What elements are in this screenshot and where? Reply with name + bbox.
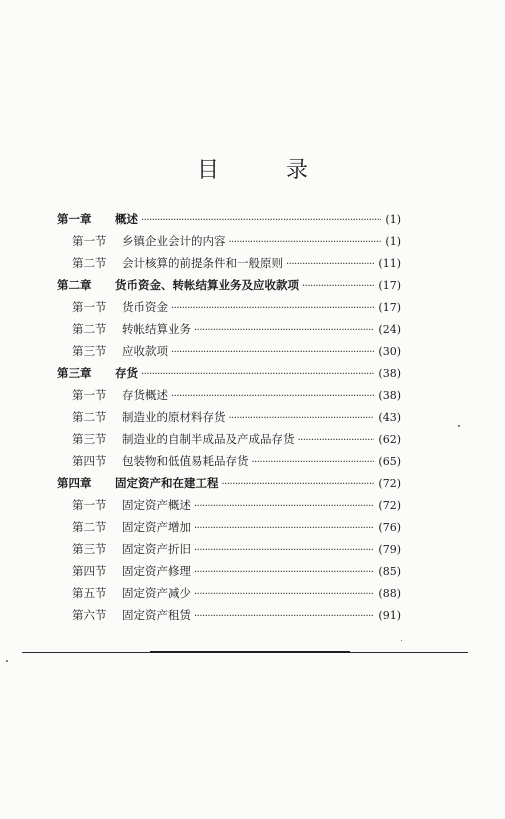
- toc-entry-label: 第二章: [57, 278, 92, 292]
- leader-dots: [141, 208, 381, 230]
- toc-entry-label: 第三节: [72, 432, 107, 446]
- toc-entry-title: 制造业的自制半成品及产成品存货: [122, 432, 295, 446]
- toc-entry-label: 第四节: [72, 454, 107, 468]
- toc-entry-title: 制造业的原材料存货: [122, 410, 226, 424]
- toc-entry-label: 第三章: [57, 366, 92, 380]
- scan-speck: [401, 640, 402, 641]
- toc-page-number: (11): [378, 257, 401, 270]
- leader-dots: [252, 450, 375, 472]
- toc-section-4-3[interactable]: [57, 538, 401, 560]
- toc-entry-title: 固定资产折旧: [122, 542, 191, 556]
- toc-entry-title: 货币资金、转帐结算业务及应收款项: [115, 278, 299, 292]
- toc-entry-title: 概述: [115, 212, 138, 226]
- toc-entry-title: 存货: [115, 366, 138, 380]
- toc-page-number: (91): [378, 609, 401, 622]
- toc-entry-label: 第三节: [72, 542, 107, 556]
- leader-dots: [141, 362, 374, 384]
- scan-speck: [458, 425, 460, 427]
- table-of-contents: [57, 208, 401, 626]
- toc-entry-title: 应收款项: [122, 344, 168, 358]
- toc-entry-label: 第四章: [57, 476, 92, 490]
- toc-entry-label: 第一节: [72, 234, 107, 248]
- toc-section-4-5[interactable]: [57, 582, 401, 604]
- toc-page-number: (79): [378, 543, 401, 556]
- toc-section-4-1[interactable]: [57, 494, 401, 516]
- toc-chapter-4[interactable]: [57, 472, 401, 494]
- toc-entry-title: 货币资金: [122, 300, 168, 314]
- toc-page-number: (17): [378, 301, 401, 314]
- toc-entry-label: 第一章: [57, 212, 92, 226]
- toc-entry-label: 第二节: [72, 322, 107, 336]
- toc-page-number: (38): [378, 389, 401, 402]
- toc-entry-label: 第二节: [72, 410, 107, 424]
- toc-entry-title: 存货概述: [122, 388, 168, 402]
- leader-dots: [194, 604, 374, 626]
- toc-entry-title: 转帐结算业务: [122, 322, 191, 336]
- toc-page-number: (72): [378, 499, 401, 512]
- toc-page-number: (30): [378, 345, 401, 358]
- toc-page-number: (62): [378, 433, 401, 446]
- toc-page-number: (72): [378, 477, 401, 490]
- leader-dots: [194, 538, 374, 560]
- toc-chapter-2[interactable]: [57, 274, 401, 296]
- toc-entry-title: 包装物和低值易耗品存货: [122, 454, 249, 468]
- toc-entry-title: 固定资产增加: [122, 520, 191, 534]
- toc-entry-title: 固定资产和在建工程: [115, 476, 219, 490]
- toc-entry-label: 第四节: [72, 564, 107, 578]
- toc-entry-label: 第六节: [72, 608, 107, 622]
- toc-section-4-4[interactable]: [57, 560, 401, 582]
- toc-section-1-1[interactable]: [57, 230, 401, 252]
- toc-section-3-2[interactable]: [57, 406, 401, 428]
- leader-dots: [194, 560, 374, 582]
- toc-section-2-2[interactable]: [57, 318, 401, 340]
- leader-dots: [298, 428, 375, 450]
- leader-dots: [171, 296, 374, 318]
- toc-chapter-1[interactable]: [57, 208, 401, 230]
- toc-section-1-2[interactable]: [57, 252, 401, 274]
- leader-dots: [194, 582, 374, 604]
- toc-page-number: (17): [378, 279, 401, 292]
- toc-entry-label: 第五节: [72, 586, 107, 600]
- toc-entry-label: 第二节: [72, 520, 107, 534]
- toc-page-number: (24): [378, 323, 401, 336]
- toc-entry-title: 会计核算的前提条件和一般原则: [122, 256, 283, 270]
- toc-page-number: (85): [378, 565, 401, 578]
- leader-dots: [286, 252, 374, 274]
- footer-rule-accent: [150, 651, 350, 653]
- page-title: 目 录: [197, 158, 338, 183]
- toc-entry-label: 第一节: [72, 300, 107, 314]
- toc-page-number: (88): [378, 587, 401, 600]
- toc-entry-title: 乡镇企业会计的内容: [122, 234, 226, 248]
- leader-dots: [229, 230, 382, 252]
- toc-entry-label: 第一节: [72, 498, 107, 512]
- leader-dots: [229, 406, 375, 428]
- toc-entry-label: 第三节: [72, 344, 107, 358]
- toc-section-3-3[interactable]: [57, 428, 401, 450]
- toc-page-number: (38): [378, 367, 401, 380]
- toc-page-number: (43): [378, 411, 401, 424]
- toc-entry-title: 固定资产租赁: [122, 608, 191, 622]
- toc-page-number: (1): [385, 235, 401, 248]
- toc-entry-title: 固定资产概述: [122, 498, 191, 512]
- toc-entry-title: 固定资产减少: [122, 586, 191, 600]
- toc-section-4-6[interactable]: [57, 604, 401, 626]
- toc-entry-label: 第二节: [72, 256, 107, 270]
- toc-section-4-2[interactable]: [57, 516, 401, 538]
- toc-page-number: (76): [378, 521, 401, 534]
- toc-page-number: (65): [378, 455, 401, 468]
- leader-dots: [302, 274, 374, 296]
- leader-dots: [171, 384, 374, 406]
- toc-section-2-3[interactable]: [57, 340, 401, 362]
- toc-chapter-3[interactable]: [57, 362, 401, 384]
- leader-dots: [194, 494, 374, 516]
- toc-section-3-4[interactable]: [57, 450, 401, 472]
- toc-section-3-1[interactable]: [57, 384, 401, 406]
- leader-dots: [171, 340, 374, 362]
- leader-dots: [222, 472, 375, 494]
- toc-section-2-1[interactable]: [57, 296, 401, 318]
- scan-speck: [6, 660, 8, 662]
- leader-dots: [194, 318, 374, 340]
- leader-dots: [194, 516, 374, 538]
- toc-entry-label: 第一节: [72, 388, 107, 402]
- toc-entry-title: 固定资产修理: [122, 564, 191, 578]
- toc-page-number: (1): [385, 213, 401, 226]
